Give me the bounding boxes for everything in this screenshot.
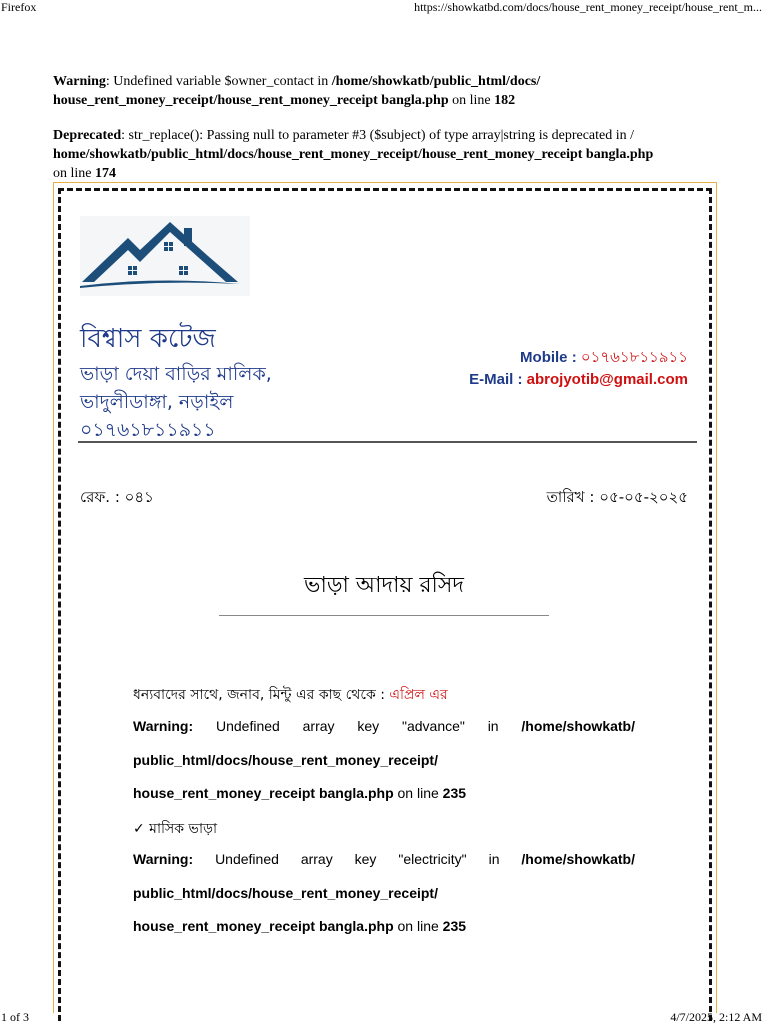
reference-number	[80, 486, 154, 511]
warning-on-line: on line	[448, 93, 495, 108]
deprecated-path: home/showkatb/public_html/docs/house_rent_money_receipt/house_rent_money_receipt bangla.php	[53, 147, 654, 162]
email-value[interactable]: abrojyotib@gmail.com	[526, 371, 688, 388]
warning-word: array	[302, 718, 335, 734]
thanks-line	[133, 683, 635, 707]
warning-label: Warning	[53, 74, 106, 89]
checked-item-monthly-rent: ✓ মাসিক ভাড়া	[133, 821, 218, 837]
deprecated-label: Deprecated	[53, 128, 122, 143]
warning-word: "electricity"	[398, 851, 467, 867]
warning-word: Undefined	[215, 718, 280, 734]
warning-on-line: on line	[393, 918, 443, 934]
owner-phone: ০১৭৬১৮১১৯১১	[80, 419, 216, 441]
date-label: তারিখ :	[546, 488, 600, 506]
body-warning-advance	[133, 718, 635, 734]
receipt-title: ভাড়া আদায় রসিদ	[304, 573, 464, 598]
warning-path: /home/showkatb/	[521, 851, 635, 867]
mobile-label: Mobile :	[520, 349, 581, 366]
print-timestamp: 4/7/2025, 2:12 AM	[670, 1010, 762, 1024]
warning-word: array	[300, 851, 333, 867]
ref-value: ০৪১	[124, 488, 154, 506]
page-indicator: 1 of 3	[1, 1010, 29, 1024]
month-text: এপ্রিল এর	[389, 687, 448, 703]
php-warning-owner-contact	[53, 72, 733, 110]
house-logo-icon	[80, 216, 250, 296]
owner-address: ভাদুলীডাঙ্গা, নড়াইল	[80, 391, 234, 413]
warning-file-line	[133, 785, 635, 801]
warning-path-line: public_html/docs/house_rent_money_receipt/	[133, 752, 438, 768]
warning-path: /home/showkatb/	[521, 718, 635, 734]
warning-label: Warning:	[133, 718, 194, 734]
header-divider	[78, 441, 697, 443]
warning-text: : Undefined variable $owner_contact in	[105, 74, 332, 89]
owner-role: ভাড়া দেয়া বাড়ির মালিক,	[80, 363, 272, 385]
warning-word: "advance"	[401, 718, 465, 734]
warning-file: house_rent_money_receipt bangla.php	[133, 918, 394, 934]
page-url[interactable]: https://showkatbd.com/docs/house_rent_money_receipt/house_rent_m...	[414, 0, 762, 14]
warning-word: key	[354, 851, 377, 867]
warning-path-cont: house_rent_money_receipt/house_rent_money_receipt bangla.php	[53, 93, 449, 108]
warning-word: Undefined	[215, 851, 279, 867]
title-underline	[219, 615, 549, 616]
deprecated-text: : str_replace(): Passing null to parameter #3 ($subject) of type array|string is deprecated in /	[121, 128, 635, 143]
contact-email	[469, 371, 688, 388]
warning-on-line: on line	[393, 785, 443, 801]
warning-word: in	[487, 718, 499, 734]
warning-word: key	[357, 718, 380, 734]
warning-word: in	[488, 851, 500, 867]
warning-path: /home/showkatb/public_html/docs/	[331, 74, 541, 89]
warning-label: Warning:	[133, 851, 194, 867]
date-value: ০৫-০৫-২০২৫	[599, 488, 688, 506]
warning-file-line	[133, 918, 635, 934]
warning-path-line: public_html/docs/house_rent_money_receipt/	[133, 885, 438, 901]
ref-label: রেফ. :	[80, 488, 125, 506]
browser-title: Firefox	[1, 0, 37, 14]
warning-line-number: 235	[442, 785, 467, 801]
warning-line-number: 182	[494, 93, 516, 108]
owner-name: বিশ্বাস কটেজ	[80, 324, 216, 354]
receipt-date	[547, 486, 688, 511]
body-warning-electricity	[133, 851, 635, 867]
contact-mobile	[520, 346, 688, 371]
deprecated-on-line: on line	[53, 166, 95, 181]
warning-line-number: 235	[442, 918, 467, 934]
deprecated-line-number: 174	[95, 166, 116, 181]
thanks-text: ধন্যবাদের সাথে, জনাব, মিন্টু এর কাছ থেকে :	[133, 687, 390, 703]
warning-file: house_rent_money_receipt bangla.php	[133, 785, 394, 801]
php-deprecated-notice	[53, 126, 733, 183]
mobile-value: ০১৭৬১৮১১৯১১	[580, 348, 688, 366]
email-label: E-Mail :	[469, 371, 527, 388]
